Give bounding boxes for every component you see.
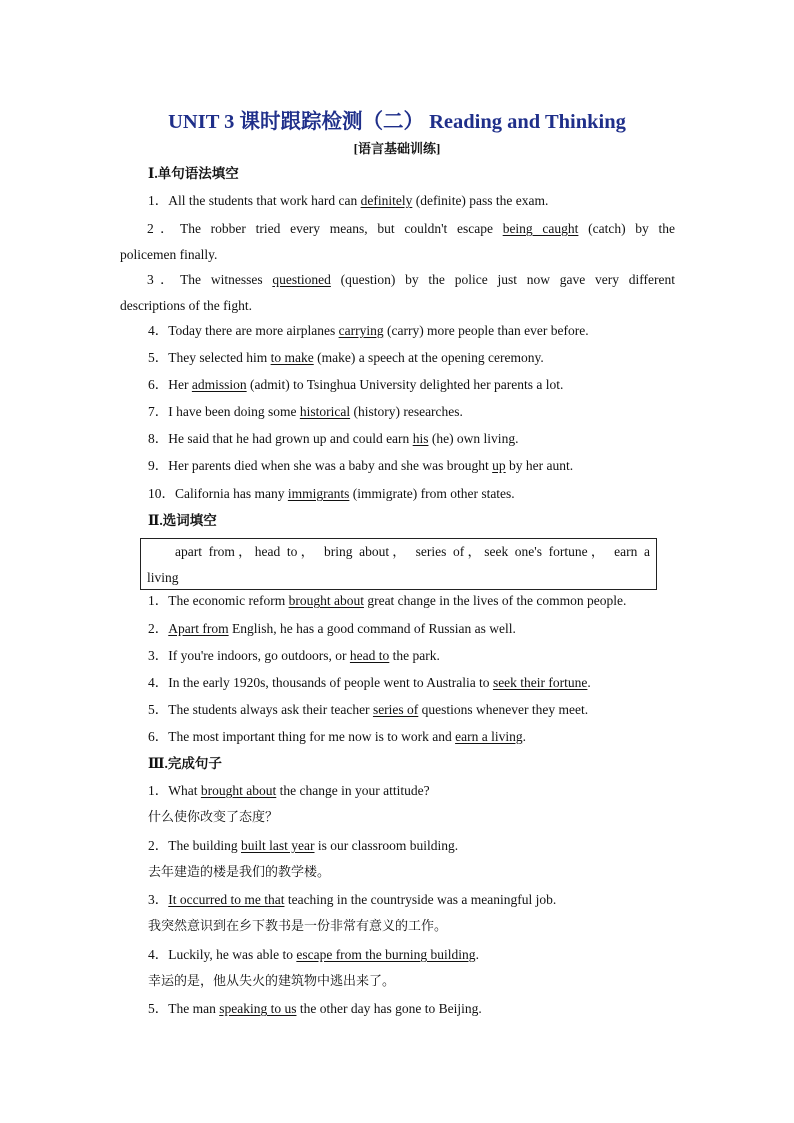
section-heading-word-choice: Ⅱ.选词填空 xyxy=(148,513,217,528)
answer-blank: historical xyxy=(299,404,351,419)
chinese-translation: 去年建造的楼是我们的教学楼。 xyxy=(148,865,331,880)
answer-blank: up xyxy=(492,458,506,473)
question-item: 10．California has many immigrants (immigrate) from other states. xyxy=(148,486,515,501)
chinese-translation: 幸运的是，他从失火的建筑物中逃出来了。 xyxy=(148,974,396,989)
answer-blank: brought about xyxy=(288,593,364,608)
question-item: 4．In the early 1920s, thousands of people went to Australia to seek their fortune. xyxy=(148,675,591,690)
answer-blank: Apart from xyxy=(168,621,229,636)
question-item: 5．They selected him to make (make) a speech at the opening ceremony. xyxy=(148,350,544,365)
word-bank-line: apart from，head to， bring about， series of，seek one's fortune， earn a xyxy=(175,544,650,559)
question-item: 2．The building built last year is our classroom building. xyxy=(148,838,459,853)
question-item: 5．The students always ask their teacher series of questions whenever they meet. xyxy=(148,702,589,717)
question-item: 1．All the students that work hard can definitely (definite) pass the exam. xyxy=(148,193,549,208)
answer-blank: built last year xyxy=(241,838,315,853)
question-item: 2．Apart from English, he has a good command of Russian as well. xyxy=(148,621,516,636)
answer-blank: immigrants xyxy=(287,486,350,501)
page-subtitle: [语言基础训练] xyxy=(353,141,441,156)
answer-blank: admission xyxy=(191,377,247,392)
question-item: 4．Today there are more airplanes carrying (carry) more people than ever before. xyxy=(148,323,589,338)
answer-blank: brought about xyxy=(200,783,277,798)
question-item: 3．If you're indoors, go outdoors, or head to the park. xyxy=(148,648,440,663)
answer-blank: escape from the burning building xyxy=(296,947,476,962)
answer-blank: questioned xyxy=(272,272,331,287)
answer-blank: to make xyxy=(270,350,314,365)
section-heading-grammar: Ⅰ.单句语法填空 xyxy=(148,166,239,181)
answer-blank: speaking to us xyxy=(219,1001,297,1016)
answer-blank: seek their fortune xyxy=(492,675,588,690)
answer-blank: head to xyxy=(349,648,390,663)
answer-blank: series of xyxy=(372,702,419,717)
question-item: 7．I have been doing some historical (history) researches. xyxy=(148,404,463,419)
section-heading-complete-sentences: Ⅲ.完成句子 xyxy=(148,756,222,771)
question-item: 2．The robber tried every means, but couldn't escape being caught (catch) by the policemen finally. xyxy=(120,221,676,262)
question-item: 8．He said that he had grown up and could earn his (he) own living. xyxy=(148,431,519,446)
question-item: 6．The most important thing for me now is to work and earn a living. xyxy=(148,729,526,744)
question-item: 1．What brought about the change in your attitude? xyxy=(148,783,430,798)
question-item: 6．Her admission (admit) to Tsinghua University delighted her parents a lot. xyxy=(148,377,564,392)
answer-blank: being caught xyxy=(502,221,579,236)
question-item: 9．Her parents died when she was a baby and she was brought up by her aunt. xyxy=(148,458,574,473)
question-item: 4．Luckily, he was able to escape from the burning building. xyxy=(148,947,479,962)
chinese-translation: 我突然意识到在乡下教书是一份非常有意义的工作。 xyxy=(148,919,448,934)
word-bank-box xyxy=(140,538,657,590)
page-title: UNIT 3 课时跟踪检测（二） Reading and Thinking xyxy=(168,111,626,133)
question-item: 3．It occurred to me that teaching in the countryside was a meaningful job. xyxy=(148,892,557,907)
question-item: 5．The man speaking to us the other day has gone to Beijing. xyxy=(148,1001,482,1016)
answer-blank: carrying xyxy=(338,323,384,338)
chinese-translation: 什么使你改变了态度？ xyxy=(148,810,279,825)
answer-blank: his xyxy=(412,431,429,446)
word-bank-line: living xyxy=(147,570,179,585)
answer-blank: It occurred to me that xyxy=(168,892,285,907)
answer-blank: earn a living xyxy=(455,729,523,744)
question-item: 1．The economic reform brought about great change in the lives of the common people. xyxy=(148,593,627,608)
question-item: 3．The witnesses questioned (question) by the police just now gave very different descriptions of the fight. xyxy=(120,272,676,313)
answer-blank: definitely xyxy=(360,193,413,208)
